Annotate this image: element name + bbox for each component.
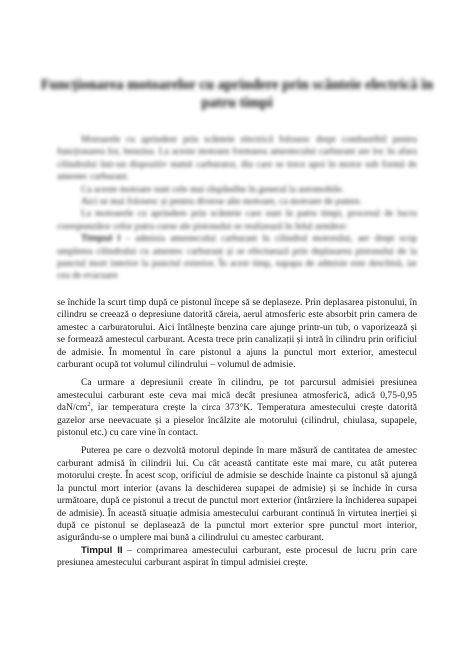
intro-paragraph: Ca aceste motoare sunt cele mai răspândite în general la automobile. [81, 183, 344, 195]
pressure-text-b: , iar temperatura crește la circa 373°K. Temperatura amestecului crește datorită gazelor arse neevacuate și a pieselor încălzite ale motorului (cilindrul, chiulasa, supapele, pistonul etc.) cu care vine în contact. [57, 402, 417, 439]
paragraph-timp2 [57, 545, 417, 570]
timp1-paragraph-start [57, 233, 417, 283]
timp2-text: – comprimarea amestecului carburant, este procesul de lucru prin care presiunea amestecului carburant aspirat în timpul admisiei crește. [57, 544, 418, 569]
intro-paragraph: Aici se mai folosesc și pentru diverse alte motoare, ca motoare de putere. [81, 196, 362, 208]
superscript: 2 [87, 401, 91, 409]
paragraph-pressure [57, 377, 417, 439]
timp1-label: Timpul I [81, 233, 121, 245]
paragraph-admission-continued: se închide la scurt timp după ce pistonul începe să se deplaseze. Prin deplasarea pistonului, în cilindru se creează o depresiune datorită căreia, aerul atmosferic este absorbit prin camera de amestec a carburatorului. Aici întâlnește benzina care ajunge printr-un tub, o vaporizează și se formează amestecul carburant. Acesta trece prin canalizații și intră în cilindru prin orificiul de admisie. În momentul în care pistonul a ajuns la punctul mort exterior, amestecul carburant ocupă tot volumul cilindrului – volumul de admisie. [57, 297, 417, 371]
timp1-blurred-text: – admisia amestecului carburant în cilindrul motorului, aer drept scop umplerea cilindrului cu amestec carburant și se efectuează prin deplasarea pistonului de la punctul mort interior la punctul exterior. În acest timp, supapa de admisie este deschisă, iar cea de evacuare [57, 233, 417, 282]
document-body [57, 297, 417, 570]
document-title: Funcționarea motoarelor cu aprindere prin scânteie electrică în patru timpi [40, 77, 434, 111]
timp2-label: Timpul II [81, 544, 123, 556]
paragraph-power: Puterea pe care o dezvoltă motorul depinde în mare măsură de cantitatea de amestec carburant admisă în cilindrii lui. Cu cât această cantitate este mai mare, cu atât puterea motorului crește. În acest scop, orificiul de admisie se deschide înainte ca pistonul să ajungă la punctul mort interior (avans la deschiderea supapei de admisie) și se închide în cursa următoare, după ce pistonul a trecut de punctul mort exterior (întârziere la închiderea supapei de admisie). În această situație admisia amestecului carburant continuă în virtutea inerției și după ce pistonul se deplasează de la punctul mort exterior spre punctul mort interior, asigurându-se o umplere mai bună a cilindrului cu amestec carburant. [57, 445, 417, 544]
intro-paragraph: La motoarele cu aprindere prin scânteie care sunt în patru timpi, procesul de lucru corespunzător celor patru curse ale pistonului se realizează în felul următor: [57, 208, 417, 232]
intro-paragraph: Motoarele cu aprindere prin scânteie electrică folosesc drept combustibil pentru funcționarea lor, benzina. La aceste motoare formarea amestecului carburant are loc în afara cilindrului într-un dispozitiv numit carburator, din care se trece apoi în motor sub formă de amestec carburant. [57, 134, 417, 183]
blurred-intro [57, 134, 417, 283]
pressure-text-a: Ca urmare a depresiunii create în cilindru, pe tot parcursul admisiei presiunea amestecului carburant este ceva mai mică decât presiunea atmosferică, adică 0,75-0,95 daN/cm [57, 377, 417, 414]
